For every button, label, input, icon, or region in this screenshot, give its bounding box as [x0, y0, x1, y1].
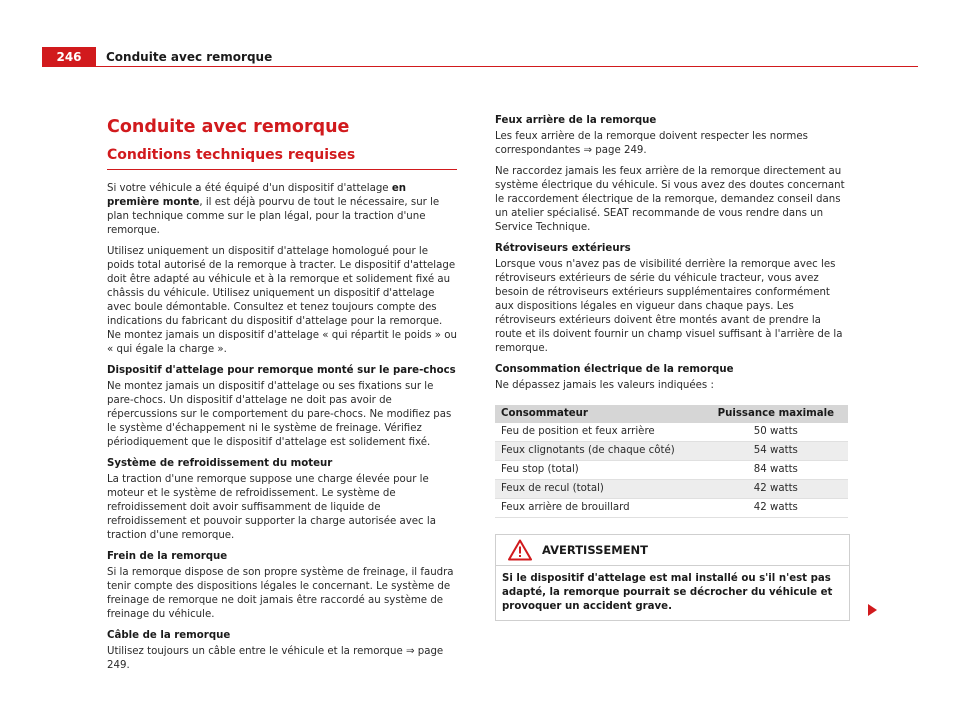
- table-row: [495, 480, 848, 499]
- table-cell-consumer: Feux clignotants (de chaque côté): [495, 442, 704, 461]
- table-header-consumer: Consommateur: [495, 405, 704, 423]
- right-column: [495, 114, 848, 621]
- warning-triangle-icon: [508, 539, 532, 561]
- header-rule: [42, 66, 918, 67]
- intro-text-end: , il est déjà pourvu de tout le nécessaire, sur le plan technique comme sur le plan légal, pour la traction d'une remorque.: [107, 197, 440, 236]
- table-row: [495, 442, 848, 461]
- consumption-paragraph: Ne dépassez jamais les valeurs indiquées :: [495, 380, 714, 391]
- brake-paragraph: Si la remorque dispose de son propre système de freinage, il faudra tenir compte des dispositions légales le concernant. Le système de freinage de remorque ne doit jamais être raccordé au système de freinage du véhicule.: [107, 567, 454, 620]
- warning-header: [496, 535, 849, 566]
- homologation-paragraph: Utilisez uniquement un dispositif d'attelage homologué pour le poids total autorisé de la remorque à tracter. Le dispositif d'attelage doit être adapté au véhicule et à la remorque et solidement fixé au châssis du véhicule. Utilisez uniquement un dispositif d'attelage avec boule démontable. Consultez et tenez toujours compte des indications du fabricant du dispositif d'attelage pour la remorque. Ne montez jamais un dispositif d'attelage « qui répartit le poids » ou « qui égale la charge ».: [107, 246, 457, 355]
- table-cell-consumer: Feux arrière de brouillard: [495, 499, 704, 518]
- cooling-paragraph: La traction d'une remorque suppose une charge élevée pour le moteur et le système de refroidissement. Le système de refroidissement doit avoir suffisamment de liquide de refroidissement et pouvoir supporter la charge autorisée avec la traction d'une remorque.: [107, 474, 436, 541]
- subheading-brake: Frein de la remorque: [107, 551, 228, 562]
- subheading-cable: Câble de la remorque: [107, 630, 231, 641]
- continue-arrow-icon: [868, 604, 877, 616]
- warning-text: Si le dispositif d'attelage est mal installé ou s'il n'est pas adapté, la remorque pourrait se décrocher du véhicule et provoquer un accident grave.: [502, 573, 833, 612]
- table-row: [495, 461, 848, 480]
- table-cell-power: 84 watts: [704, 461, 848, 480]
- warning-box: [495, 534, 850, 621]
- intro-bold: en première monte: [107, 183, 406, 208]
- table-cell-power: 50 watts: [704, 423, 848, 442]
- subheading-mirrors: Rétroviseurs extérieurs: [495, 243, 631, 254]
- intro-paragraph: [107, 182, 457, 238]
- table-row: [495, 499, 848, 518]
- intro-text: Si votre véhicule a été équipé d'un dispositif d'attelage: [107, 183, 392, 194]
- subheading-cooling: Système de refroidissement du moteur: [107, 458, 333, 469]
- mirrors-paragraph: Lorsque vous n'avez pas de visibilité derrière la remorque avec les rétroviseurs extérieurs de série du véhicule tracteur, vous avez besoin de rétroviseurs extérieurs supplémentaires conformément aux dispositions légales en vigueur dans chaque pays. Les rétroviseurs extérieurs doivent être montés avant de prendre la route et ils doivent fournir un champ visuel suffisant à l'arrière de la remorque.: [495, 259, 843, 354]
- warning-title: AVERTISSEMENT: [542, 543, 649, 557]
- table-cell-power: 42 watts: [704, 480, 848, 499]
- table-cell-consumer: Feu stop (total): [495, 461, 704, 480]
- chapter-title: Conduite avec remorque: [107, 117, 350, 137]
- subheading-consumption: Consommation électrique de la remorque: [495, 364, 734, 375]
- running-header-title: Conduite avec remorque: [106, 50, 273, 64]
- table-row: [495, 423, 848, 442]
- rear-lights-paragraph-2: Ne raccordez jamais les feux arrière de la remorque directement au système électrique du véhicule. Si vous avez des doutes concernant le raccordement électrique de la remorque, demandez conseil dans un atelier spécialisé. SEAT recommande de vous rendre dans un Service Technique.: [495, 166, 845, 233]
- table-header-row: [495, 405, 848, 423]
- section-title: Conditions techniques requises: [107, 146, 457, 170]
- table-cell-power: 54 watts: [704, 442, 848, 461]
- table-cell-consumer: Feu de position et feux arrière: [495, 423, 704, 442]
- subheading-rear-lights: Feux arrière de la remorque: [495, 115, 657, 126]
- table-header-power: Puissance maximale: [704, 405, 848, 423]
- table-cell-power: 42 watts: [704, 499, 848, 518]
- table-cell-consumer: Feux de recul (total): [495, 480, 704, 499]
- cable-paragraph: Utilisez toujours un câble entre le véhicule et la remorque ⇒ page 249.: [107, 646, 444, 671]
- page-number: 246: [42, 47, 96, 67]
- subheading-bumper: Dispositif d'attelage pour remorque monté sur le pare-chocs: [107, 365, 456, 376]
- bumper-paragraph: Ne montez jamais un dispositif d'attelage ou ses fixations sur le pare-chocs. Un dispositif d'attelage ne doit pas avoir de répercussions sur le comportement du pare-chocs. Ne modifiez pas le système d'échappement ni le système de freinage. Vérifiez périodiquement que le dispositif d'attelage est solidement fixé.: [107, 381, 452, 448]
- left-column: [107, 114, 457, 680]
- rear-lights-paragraph-1: Les feux arrière de la remorque doivent respecter les normes correspondantes ⇒ page 249.: [495, 131, 808, 156]
- power-table: [495, 405, 848, 518]
